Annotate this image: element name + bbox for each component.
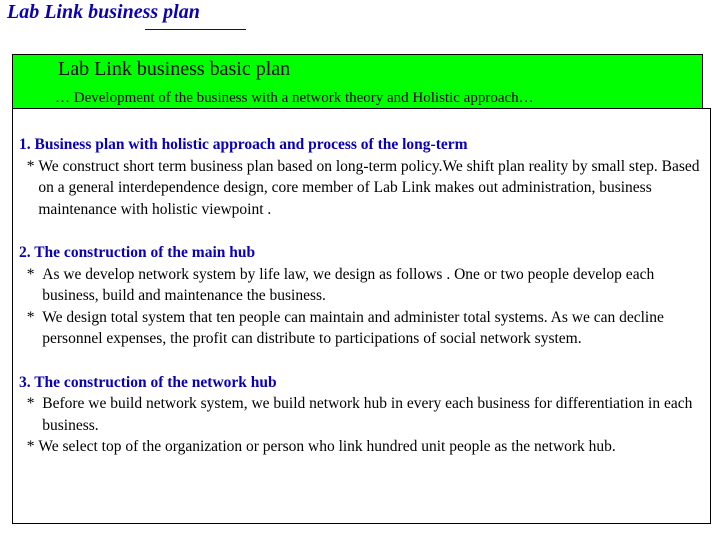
bullet-mark: * (19, 157, 39, 175)
bullet-mark: * (19, 438, 39, 456)
banner-title: Lab Link business basic plan (58, 58, 291, 80)
bullet-text: We design total system that ten people can maintain and administer total systems. As we can decline personnel expenses, the profit can distribute to participations of social network system. (42, 308, 664, 348)
bullet-text: Before we build network system, we build network hub in every each business for differentiation in each business. (42, 395, 693, 434)
bullet-text: As we develop network system by life law, we design as follows . One or two people develop each business, build and maintenance the business. (42, 265, 655, 305)
section-1-heading: 1. Business plan with holistic approach and process of the long-term (19, 136, 468, 153)
basic-plan-banner (12, 54, 703, 110)
bullet-text: We construct short term business plan based on long-term policy.We shift plan reality by small step. Based on a general interdependence design, core member of Lab Link makes out administration, business maintenance with holistic viewpoint . (38, 157, 700, 218)
section-2-heading: 2. The construction of the main hub (19, 243, 256, 261)
section-spacer (19, 350, 707, 372)
banner-subtitle: … Development of the business with a network theory and Holistic approach… (55, 90, 534, 106)
section-2-bullet-1 (19, 264, 707, 307)
section-3-bullet-2 (19, 436, 707, 458)
slide-title: Lab Link business plan (7, 1, 200, 23)
bullet-mark: * (19, 265, 43, 283)
bullet-text: We select top of the organization or person who link hundred unit people as the network hub. (38, 438, 616, 456)
title-underline (145, 29, 246, 30)
section-2-bullet-2 (19, 307, 707, 350)
bullet-mark: * (19, 308, 43, 326)
plan-content (19, 134, 707, 458)
section-1-bullet-1 (19, 156, 707, 221)
section-spacer (19, 220, 707, 242)
bullet-mark: * (19, 395, 43, 413)
section-3-heading: 3. The construction of the network hub (19, 373, 277, 391)
plan-content-box (12, 108, 711, 524)
section-3-bullet-1 (19, 393, 707, 436)
